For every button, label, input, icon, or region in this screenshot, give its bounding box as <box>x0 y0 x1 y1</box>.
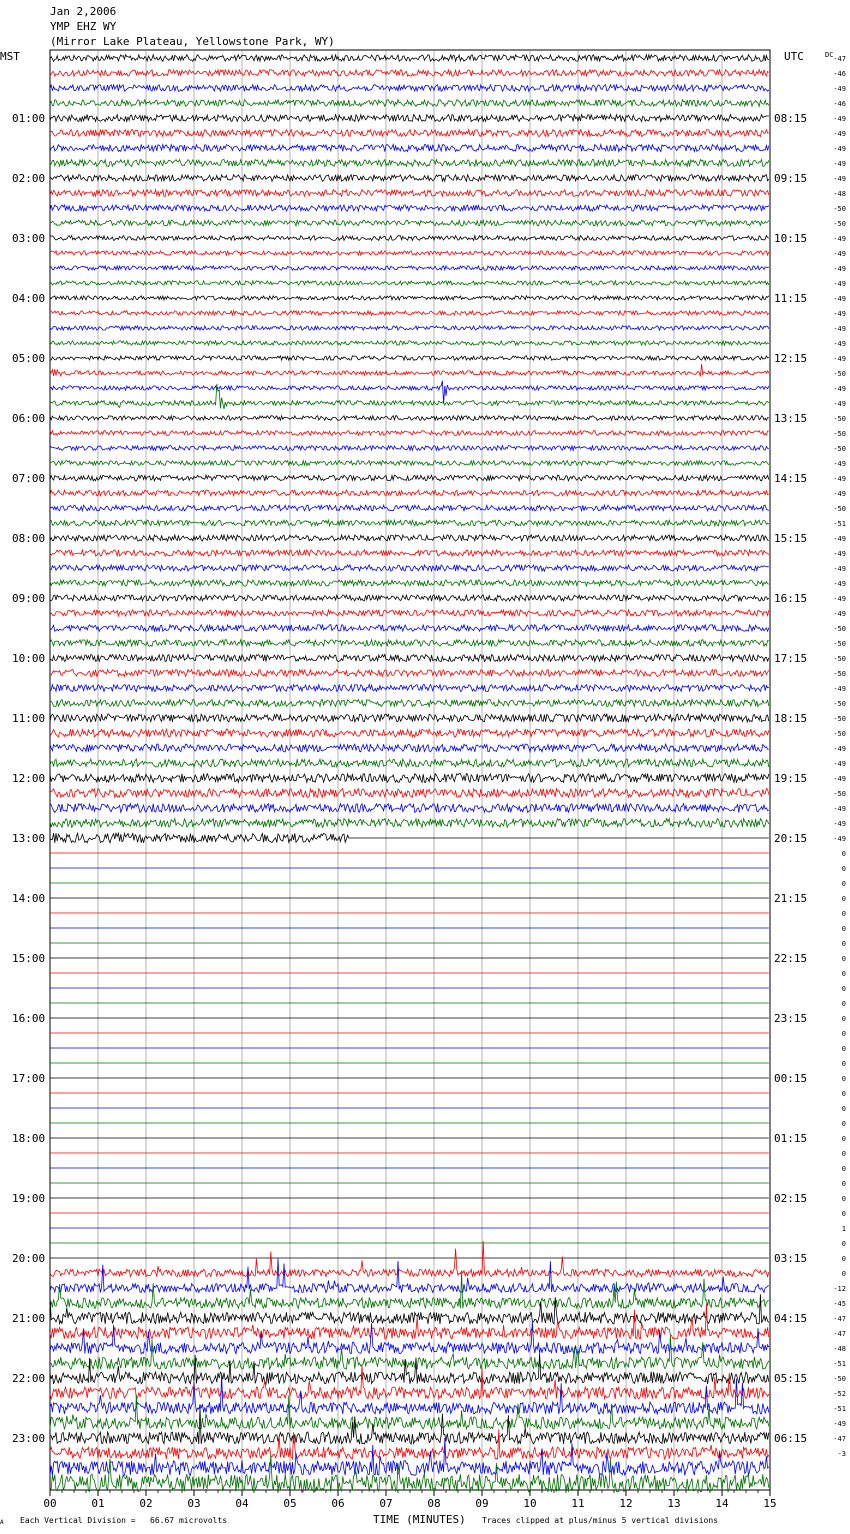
dc-offset-label: -49 <box>833 685 846 693</box>
dc-offset-label: -50 <box>833 205 846 213</box>
utc-hour-label: 06:15 <box>774 1432 808 1445</box>
dc-offset-label: 0 <box>841 1150 846 1158</box>
dc-offset-label: -49 <box>833 490 846 498</box>
dc-offset-label: -49 <box>833 280 846 288</box>
dc-offset-label: -49 <box>833 385 846 393</box>
x-tick-label: 08 <box>427 1497 441 1510</box>
mst-hour-label: 03:00 <box>12 232 46 245</box>
mst-hour-label: 04:00 <box>12 292 46 305</box>
utc-hour-label: 12:15 <box>774 352 808 365</box>
dc-offset-label: -49 <box>833 115 846 123</box>
dc-offset-label: 0 <box>841 1165 846 1173</box>
dc-offset-label: -49 <box>833 355 846 363</box>
utc-hour-label: 17:15 <box>774 652 808 665</box>
dc-offset-label: -50 <box>833 430 846 438</box>
dc-offset-label: -49 <box>833 340 846 348</box>
dc-offset-label: -47 <box>833 55 846 63</box>
dc-offset-label: 0 <box>841 940 846 948</box>
dc-offset-label: -49 <box>833 85 846 93</box>
dc-offset-label: 0 <box>841 970 846 978</box>
dc-offset-label: -49 <box>833 250 846 258</box>
dc-offset-label: -50 <box>833 700 846 708</box>
dc-offset-label: -49 <box>833 325 846 333</box>
utc-hour-label: 21:15 <box>774 892 808 905</box>
dc-offset-label: -50 <box>833 445 846 453</box>
utc-hour-label: 11:15 <box>774 292 808 305</box>
dc-offset-label: -50 <box>833 1375 846 1383</box>
dc-offset-label: -49 <box>833 820 846 828</box>
dc-offset-label: 0 <box>841 1210 846 1218</box>
dc-offset-label: -49 <box>833 760 846 768</box>
chart-date: Jan 2,2006 <box>50 5 117 18</box>
mst-hour-label: 23:00 <box>12 1432 46 1445</box>
dc-offset-label: 0 <box>841 955 846 963</box>
dc-offset-label: 0 <box>841 1180 846 1188</box>
dc-offset-label: -49 <box>833 295 846 303</box>
dc-offset-label: -3 <box>837 1450 846 1458</box>
dc-offset-label: -50 <box>833 655 846 663</box>
mst-hour-label: 08:00 <box>12 532 46 545</box>
dc-offset-label: -49 <box>833 745 846 753</box>
dc-offset-label: 0 <box>841 1240 846 1248</box>
dc-offset-label: -49 <box>833 610 846 618</box>
time-axis <box>43 1490 776 1510</box>
mst-hour-label: 22:00 <box>12 1372 46 1385</box>
utc-hour-label: 08:15 <box>774 112 808 125</box>
utc-hour-label: 01:15 <box>774 1132 808 1145</box>
station-location: (Mirror Lake Plateau, Yellowstone Park, WY) <box>50 35 335 48</box>
dc-offset-label: -12 <box>833 1285 846 1293</box>
left-timezone-label: MST <box>0 50 20 63</box>
dc-offset-label: -47 <box>833 1435 846 1443</box>
vertical-scale-note: Each Vertical Division = 66.67 microvolts <box>20 1516 228 1525</box>
utc-hour-label: 00:15 <box>774 1072 808 1085</box>
utc-hour-label: 15:15 <box>774 532 808 545</box>
x-tick-label: 15 <box>763 1497 777 1510</box>
mst-hour-label: 15:00 <box>12 952 46 965</box>
dc-offset-label: 1 <box>841 1225 846 1233</box>
mst-hour-label: 20:00 <box>12 1252 46 1265</box>
right-timezone-label: UTC <box>784 50 804 63</box>
dc-offset-label: -49 <box>833 130 846 138</box>
dc-offset-label: -49 <box>833 145 846 153</box>
dc-offset-label: 0 <box>841 985 846 993</box>
dc-offset-label: 0 <box>841 925 846 933</box>
dc-offset-label: -50 <box>833 730 846 738</box>
dc-offset-label: -50 <box>833 220 846 228</box>
dc-offset-label: 0 <box>841 865 846 873</box>
dc-offset-label: 0 <box>841 1045 846 1053</box>
mst-hour-label: 13:00 <box>12 832 46 845</box>
dc-offset-label: -49 <box>833 535 846 543</box>
utc-hour-label: 13:15 <box>774 412 808 425</box>
utc-hour-label: 18:15 <box>774 712 808 725</box>
x-tick-label: 04 <box>235 1497 249 1510</box>
dc-offset-label: -45 <box>833 1300 846 1308</box>
dc-offset-label: -49 <box>833 805 846 813</box>
mst-hour-label: 14:00 <box>12 892 46 905</box>
dc-offset-label: -50 <box>833 640 846 648</box>
dc-offset-label: -50 <box>833 370 846 378</box>
mst-hour-labels <box>12 112 45 1445</box>
dc-offset-label: -49 <box>833 160 846 168</box>
dc-offset-label: -49 <box>833 565 846 573</box>
plot-frame <box>50 50 770 1490</box>
mst-hour-label: 19:00 <box>12 1192 46 1205</box>
utc-hour-label: 19:15 <box>774 772 808 785</box>
dc-offset-label: -49 <box>833 1420 846 1428</box>
dc-offset-label: -46 <box>833 70 846 78</box>
dc-offset-label: -49 <box>833 835 846 843</box>
dc-offset-label: 0 <box>841 1060 846 1068</box>
dc-offset-label: -50 <box>833 715 846 723</box>
dc-offset-label: 0 <box>841 1015 846 1023</box>
dc-offset-label: -49 <box>833 460 846 468</box>
dc-offset-label: 0 <box>841 1000 846 1008</box>
dc-offset-label: -46 <box>833 100 846 108</box>
x-axis-title: TIME (MINUTES) <box>373 1513 466 1526</box>
x-tick-label: 13 <box>667 1497 681 1510</box>
clip-note: Traces clipped at plus/minus 5 vertical divisions <box>482 1516 719 1525</box>
x-tick-label: 03 <box>187 1497 201 1510</box>
mst-hour-label: 11:00 <box>12 712 46 725</box>
dc-offset-label: -49 <box>833 595 846 603</box>
dc-offset-label: 0 <box>841 1030 846 1038</box>
corner-mark: A <box>0 1519 4 1526</box>
x-tick-label: 05 <box>283 1497 297 1510</box>
utc-hour-label: 04:15 <box>774 1312 808 1325</box>
chart-footer <box>0 1512 850 1534</box>
utc-hour-label: 20:15 <box>774 832 808 845</box>
utc-hour-label: 16:15 <box>774 592 808 605</box>
utc-hour-label: 10:15 <box>774 232 808 245</box>
utc-hour-label: 22:15 <box>774 952 808 965</box>
dc-header-label: DC <box>825 51 834 59</box>
x-tick-label: 02 <box>139 1497 153 1510</box>
mst-hour-label: 09:00 <box>12 592 46 605</box>
dc-offset-label: -49 <box>833 580 846 588</box>
dc-offset-label: 0 <box>841 850 846 858</box>
dc-offset-label: -50 <box>833 670 846 678</box>
dc-offset-label: 0 <box>841 1075 846 1083</box>
dc-offset-label: -52 <box>833 1390 846 1398</box>
mst-hour-label: 07:00 <box>12 472 46 485</box>
dc-offset-label: 0 <box>841 1105 846 1113</box>
mst-hour-label: 05:00 <box>12 352 46 365</box>
dc-offset-label: 0 <box>841 1090 846 1098</box>
dc-offset-label: -49 <box>833 400 846 408</box>
dc-offset-label: -48 <box>833 1345 846 1353</box>
dc-offset-label: 0 <box>841 1255 846 1263</box>
dc-offset-label: 0 <box>841 1270 846 1278</box>
station-code: YMP EHZ WY <box>50 20 117 33</box>
x-tick-label: 11 <box>571 1497 585 1510</box>
dc-offset-label: -51 <box>833 1360 846 1368</box>
x-tick-label: 09 <box>475 1497 489 1510</box>
utc-hour-label: 23:15 <box>774 1012 808 1025</box>
mst-hour-label: 02:00 <box>12 172 46 185</box>
dc-offset-label: 0 <box>841 880 846 888</box>
mst-hour-label: 17:00 <box>12 1072 46 1085</box>
x-tick-label: 00 <box>43 1497 57 1510</box>
dc-offset-label: -50 <box>833 790 846 798</box>
mst-hour-label: 21:00 <box>12 1312 46 1325</box>
dc-offset-labels <box>833 55 846 1458</box>
x-tick-label: 12 <box>619 1497 633 1510</box>
mst-hour-label: 12:00 <box>12 772 46 785</box>
utc-hour-label: 03:15 <box>774 1252 808 1265</box>
dc-offset-label: -47 <box>833 1315 846 1323</box>
mst-hour-label: 16:00 <box>12 1012 46 1025</box>
dc-offset-label: -51 <box>833 520 846 528</box>
utc-hour-labels <box>774 112 807 1445</box>
dc-offset-label: 0 <box>841 1120 846 1128</box>
utc-hour-label: 02:15 <box>774 1192 808 1205</box>
x-tick-label: 07 <box>379 1497 393 1510</box>
dc-offset-label: -50 <box>833 505 846 513</box>
mst-hour-label: 06:00 <box>12 412 46 425</box>
x-tick-label: 01 <box>91 1497 105 1510</box>
dc-offset-label: 0 <box>841 1195 846 1203</box>
x-tick-label: 10 <box>523 1497 537 1510</box>
dc-offset-label: -49 <box>833 550 846 558</box>
dc-offset-label: -49 <box>833 775 846 783</box>
dc-offset-label: -49 <box>833 175 846 183</box>
utc-hour-label: 14:15 <box>774 472 808 485</box>
mst-hour-label: 18:00 <box>12 1132 46 1145</box>
utc-hour-label: 09:15 <box>774 172 808 185</box>
dc-offset-label: 0 <box>841 910 846 918</box>
dc-offset-label: 0 <box>841 895 846 903</box>
dc-offset-label: -49 <box>833 235 846 243</box>
mst-hour-label: 10:00 <box>12 652 46 665</box>
dc-offset-label: -50 <box>833 625 846 633</box>
dc-offset-label: -50 <box>833 415 846 423</box>
dc-offset-label: -49 <box>833 475 846 483</box>
dc-offset-label: 0 <box>841 1135 846 1143</box>
x-tick-label: 06 <box>331 1497 345 1510</box>
dc-offset-label: -49 <box>833 265 846 273</box>
utc-hour-label: 05:15 <box>774 1372 808 1385</box>
dc-offset-label: -48 <box>833 190 846 198</box>
mst-hour-label: 01:00 <box>12 112 46 125</box>
dc-offset-label: -51 <box>833 1405 846 1413</box>
dc-offset-label: -47 <box>833 1330 846 1338</box>
dc-offset-label: -49 <box>833 310 846 318</box>
x-tick-label: 14 <box>715 1497 729 1510</box>
